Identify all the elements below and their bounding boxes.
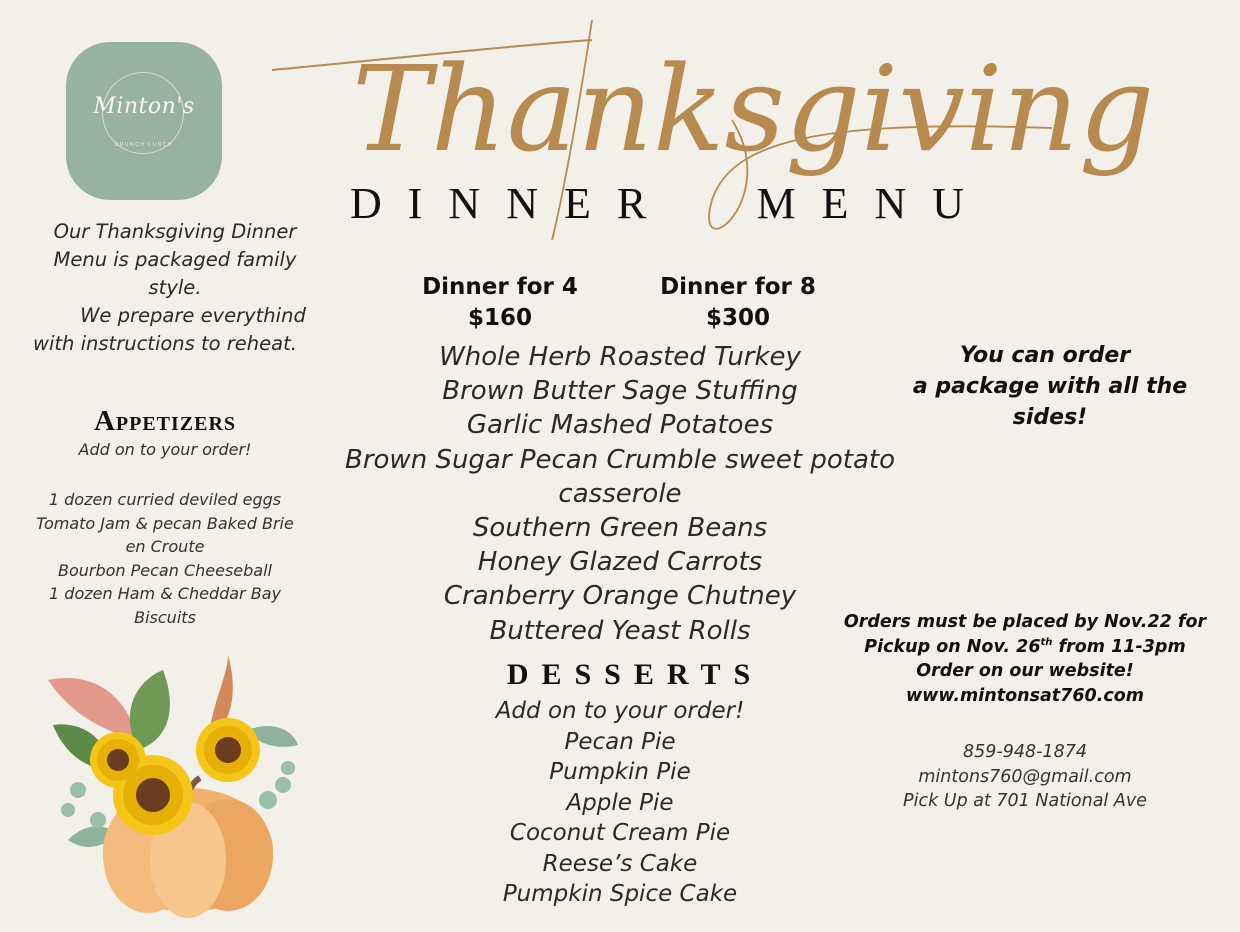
list-item: Pumpkin Pie bbox=[549, 759, 691, 785]
list-item: Buttered Yeast Rolls bbox=[489, 615, 751, 646]
logo bbox=[66, 42, 222, 200]
list-item: 1 dozen curried deviled eggs bbox=[48, 490, 282, 509]
package-label: Dinner for 4 bbox=[422, 274, 578, 300]
list-item: Biscuits bbox=[134, 607, 196, 627]
intro-line: with instructions to reheat. bbox=[33, 332, 297, 355]
list-item: Reese’s Cake bbox=[542, 850, 698, 877]
list-item: Whole Herb Roasted Turkey bbox=[439, 342, 801, 372]
contact-info bbox=[870, 740, 1180, 814]
appetizers-title: Appetizers bbox=[93, 405, 237, 437]
title-script-text: Thanksgiving bbox=[352, 40, 1155, 178]
dinner-word: DINNER bbox=[350, 179, 673, 228]
menu-word: MENU bbox=[756, 179, 990, 228]
package-label: Dinner for 8 bbox=[660, 274, 816, 300]
list-item: en Croute bbox=[125, 537, 205, 557]
pickup-address: Pick Up at 701 National Ave bbox=[903, 791, 1147, 811]
pumpkin-sunflower-bouquet-icon bbox=[38, 650, 308, 918]
list-item: Honey Glazed Carrots bbox=[477, 547, 763, 578]
list-item: Apple Pie bbox=[566, 789, 674, 816]
intro-line: Our Thanksgiving Dinner bbox=[53, 220, 297, 243]
intro-text bbox=[30, 218, 320, 358]
order-line: Orders must be placed by Nov.22 for bbox=[843, 612, 1207, 632]
package-note bbox=[900, 340, 1200, 433]
main-dishes-list bbox=[300, 340, 940, 648]
desserts-title: DESSERTS bbox=[506, 658, 764, 691]
appetizers-list bbox=[20, 488, 310, 630]
list-item: Southern Green Beans bbox=[472, 513, 768, 544]
package-note-line: a package with all the bbox=[912, 374, 1188, 399]
intro-line: Menu is packaged family bbox=[53, 248, 297, 271]
list-item: 1 dozen Ham & Cheddar Bay bbox=[49, 584, 281, 604]
desserts-subtitle: Add on to your order! bbox=[495, 698, 745, 724]
logo-name: Minton's bbox=[93, 94, 195, 119]
list-item: Tomato Jam & pecan Baked Brie bbox=[36, 513, 294, 533]
logo-subtitle: BRUNCH LUNCH bbox=[114, 142, 173, 148]
dinner-menu-heading bbox=[350, 178, 990, 229]
list-item: Cranberry Orange Chutney bbox=[443, 581, 797, 612]
order-line bbox=[830, 635, 1220, 660]
intro-line: We prepare everythind bbox=[80, 304, 306, 327]
order-line: Order on our website! bbox=[916, 661, 1134, 681]
list-item: Garlic Mashed Potatoes bbox=[466, 410, 774, 441]
order-instructions bbox=[830, 610, 1220, 708]
package-dinner-for-8 bbox=[648, 272, 828, 334]
intro-line: style. bbox=[148, 276, 202, 299]
order-pickup-suffix: th bbox=[1040, 636, 1053, 648]
appetizers-subtitle: Add on to your order! bbox=[78, 440, 252, 459]
list-item: Pecan Pie bbox=[564, 728, 676, 755]
list-item: Pumpkin Spice Cake bbox=[502, 881, 738, 907]
phone-number[interactable]: 859-948-1874 bbox=[963, 742, 1087, 762]
package-dinner-for-4 bbox=[410, 272, 590, 334]
list-item: Bourbon Pecan Cheeseball bbox=[57, 560, 272, 580]
email-address[interactable]: mintons760@gmail.com bbox=[918, 766, 1132, 787]
package-price: $160 bbox=[467, 305, 532, 331]
list-item: Brown Butter Sage Stuffing bbox=[442, 376, 798, 407]
package-price: $300 bbox=[705, 305, 770, 331]
order-pickup-text: Pickup on Nov. 26 bbox=[864, 636, 1041, 657]
order-pickup-time: from 11-3pm bbox=[1052, 636, 1186, 657]
desserts-list bbox=[460, 696, 780, 910]
package-note-line: You can order bbox=[959, 343, 1131, 368]
package-note-line: sides! bbox=[1012, 405, 1088, 430]
website-link[interactable]: www.mintonsat760.com bbox=[906, 685, 1144, 706]
list-item: Brown Sugar Pecan Crumble sweet potato casserole bbox=[345, 444, 895, 509]
list-item: Coconut Cream Pie bbox=[509, 820, 731, 846]
